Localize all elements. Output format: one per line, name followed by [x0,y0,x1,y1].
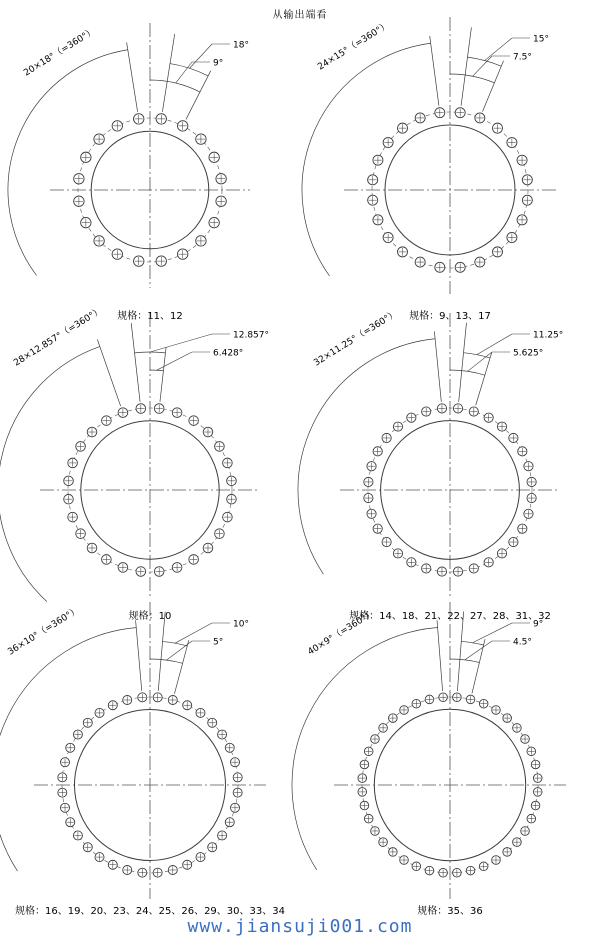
bolt-hole [189,555,199,565]
bolt-hole [425,695,434,704]
bolt-hole [379,838,388,847]
bolt-hole [94,134,104,144]
bolt-hole [209,217,219,227]
bolt-hole [94,236,104,246]
bolt-hole [497,422,506,431]
bolt-hole [524,462,533,471]
bolt-hole [183,860,192,869]
half-angle-arc [150,659,183,663]
bolt-hole [368,195,378,205]
bolt-hole [398,247,408,257]
bolt-circle-drawing [0,26,300,330]
half-angle-arc [150,80,200,92]
bolt-hole [74,174,84,184]
bolt-hole [425,866,434,875]
bolt-hole [412,699,421,708]
page-title: 从输出端看 [272,10,328,21]
bolt-hole [513,838,522,847]
bolt-hole [527,747,536,756]
bolt-hole [154,567,164,577]
bolt-hole [208,718,217,727]
half-angle-arc [450,370,485,375]
pitch-angle-label: 9° [533,619,544,630]
bolt-hole [513,724,522,733]
bolt-hole [102,416,112,426]
extension-line [136,620,142,691]
leader-line [150,334,212,352]
extension-line [459,323,467,402]
bolt-hole [466,695,475,704]
half-angle-label: 5° [213,637,224,648]
pitch-angle-label: 11.25° [533,330,564,341]
bolt-hole [95,853,104,862]
bolt-hole [527,814,536,823]
bolt-hole [66,818,75,827]
bolt-hole [172,408,182,418]
bolt-hole [389,714,398,723]
bolt-hole [81,152,91,162]
extension-line [461,27,471,105]
bolt-hole [231,758,240,767]
extension-line [437,620,443,691]
bolt-circle-figure [0,26,300,330]
bolt-hole [527,477,536,486]
bolt-hole [112,249,122,259]
bolt-hole [177,121,187,131]
bolt-hole [196,134,206,144]
extension-line [97,340,120,407]
bolt-hole [518,447,527,456]
bolt-hole [231,803,240,812]
pitch-angle-label: 15° [533,34,549,45]
bolt-hole [517,155,527,165]
bolt-hole [393,549,402,558]
bolt-hole [168,695,177,704]
bolt-hole [196,853,205,862]
bolt-hole [156,114,166,124]
watermark: www.jiansuji001.com [187,916,413,937]
bolt-hole [364,814,373,823]
bolt-hole [368,175,378,185]
bolt-hole [371,735,380,744]
bolt-hole [138,868,147,877]
extension-line [174,640,188,694]
bolt-hole [373,447,382,456]
bolt-hole [225,818,234,827]
bolt-hole [475,113,485,123]
half-angle-label: 7.5° [513,52,532,63]
bolt-hole [484,413,493,422]
bolt-hole [400,856,409,865]
bolt-hole [112,121,122,131]
figure-caption: 规格：11、12 [117,311,183,322]
bolt-hole [407,413,416,422]
bolt-hole [227,494,237,504]
bolt-hole [73,730,82,739]
bolt-hole [533,774,542,783]
extension-line [162,34,174,112]
bolt-hole [68,458,78,468]
bolt-hole [156,256,166,266]
total-angle-arc [298,339,435,574]
bolt-hole [435,108,445,118]
extension-line [483,61,504,112]
leader-line [485,38,512,61]
bolt-hole [509,433,518,442]
bolt-hole [393,422,402,431]
bolt-hole [81,217,91,227]
bolt-hole [469,407,478,416]
bolt-hole [364,747,373,756]
bolt-hole [533,788,542,797]
bolt-hole [64,476,74,486]
bolt-hole [521,827,530,836]
bolt-hole [134,256,144,266]
bolt-hole [76,442,86,452]
bolt-hole [492,706,501,715]
bolt-hole [218,730,227,739]
leader-line [468,352,492,371]
half-angle-arc [450,74,494,83]
bolt-hole [58,788,67,797]
bolt-hole [453,404,462,413]
bolt-hole [469,564,478,573]
pitch-angle-arc [464,353,491,358]
bolt-hole [60,803,69,812]
bolt-hole [225,743,234,752]
bolt-circle-figure [300,20,600,330]
total-angle-arc [8,50,128,276]
bolt-hole [189,416,199,426]
bolt-hole [172,563,182,573]
bolt-hole [74,196,84,206]
bolt-hole [503,714,512,723]
bolt-hole [364,477,373,486]
bolt-hole [203,427,213,437]
bolt-hole [497,549,506,558]
bolt-hole [83,718,92,727]
extension-line [430,36,439,106]
pitch-angle-arc [163,642,188,646]
total-angle-label: 36×10°（=360°） [6,605,82,658]
bolt-hole [484,558,493,567]
leader-line [477,334,512,355]
bolt-hole [64,494,74,504]
extension-line [160,347,166,402]
bolt-hole [233,788,242,797]
half-angle-label: 4.5° [513,637,532,648]
bolt-hole [492,123,502,133]
bolt-hole [134,114,144,124]
pitch-angle-label: 10° [233,619,249,630]
bolt-hole [466,866,475,875]
bolt-hole [215,529,225,539]
bolt-hole [118,408,128,418]
bolt-hole [507,138,517,148]
bolt-hole [218,831,227,840]
pitch-angle-arc [467,57,501,66]
half-angle-label: 6.428° [213,348,244,359]
total-angle-label: 32×11.25°（=360°） [312,308,400,369]
bolt-hole [87,427,97,437]
bolt-hole [422,407,431,416]
bolt-hole [475,257,485,267]
bolt-hole [517,215,527,225]
bolt-hole [400,706,409,715]
bolt-hole [453,567,462,576]
bolt-hole [136,567,146,577]
bolt-hole [479,699,488,708]
bolt-hole [527,493,536,502]
bolt-hole [364,493,373,502]
bolt-hole [379,724,388,733]
leader-line [473,623,512,643]
bolt-hole [412,862,421,871]
bolt-hole [383,138,393,148]
bolt-hole [367,462,376,471]
bolt-hole [203,543,213,553]
bolt-hole [196,708,205,717]
bolt-hole [492,856,501,865]
bolt-hole [123,695,132,704]
bolt-hole [509,537,518,546]
leader-line [157,352,192,370]
bolt-hole [154,404,164,414]
bolt-hole [407,558,416,567]
bolt-hole [522,195,532,205]
bolt-hole [479,862,488,871]
bolt-hole [522,175,532,185]
pitch-angle-label: 12.857° [233,330,269,341]
leader-line [473,56,492,76]
total-angle-label: 28×12.857°（=360°） [12,305,105,369]
total-angle-arc [0,347,100,602]
pitch-angle-arc [461,641,483,645]
bolt-hole [360,760,369,769]
bolt-hole [398,123,408,133]
bolt-hole [66,743,75,752]
bolt-hole [87,543,97,553]
bolt-hole [358,774,367,783]
bolt-hole [422,564,431,573]
bolt-hole [118,563,128,573]
bolt-hole [177,249,187,259]
bolt-hole [60,758,69,767]
bolt-hole [518,524,527,533]
bolt-hole [367,509,376,518]
bolt-hole [83,843,92,852]
bolt-hole [136,404,146,414]
bolt-hole [73,831,82,840]
bolt-hole [415,113,425,123]
bolt-hole [373,215,383,225]
bolt-hole [371,827,380,836]
bolt-hole [435,262,445,272]
bolt-circle-drawing [300,20,600,330]
half-angle-label: 5.625° [513,348,544,359]
bolt-hole [439,868,448,877]
bolt-hole [216,174,226,184]
bolt-hole [382,537,391,546]
extension-line [434,331,441,401]
bolt-hole [209,152,219,162]
bolt-hole [108,701,117,710]
extension-line [186,71,211,120]
bolt-hole [108,860,117,869]
bolt-hole [138,693,147,702]
bolt-hole [223,458,233,468]
bolt-hole [439,693,448,702]
bolt-hole [360,801,369,810]
bolt-hole [168,866,177,875]
bolt-hole [227,476,237,486]
bolt-hole [492,247,502,257]
bolt-hole [123,866,132,875]
figure-caption: 规格：14、18、21、22、27、28、31、32 [349,611,551,622]
bolt-hole [223,512,233,522]
bolt-hole [382,433,391,442]
bolt-hole [358,788,367,797]
bolt-hole [437,567,446,576]
extension-line [127,42,138,111]
pitch-angle-label: 18° [233,40,249,51]
total-angle-label: 24×15°（=360°） [316,20,392,73]
bolt-hole [95,708,104,717]
half-angle-label: 9° [213,58,224,69]
bolt-hole [455,108,465,118]
bolt-hole [68,512,78,522]
figure-caption: 规格：35、36 [417,906,483,917]
bolt-hole [437,404,446,413]
bolt-hole [383,232,393,242]
figure-caption: 规格：10 [128,611,172,622]
half-angle-arc [450,659,479,662]
bolt-hole [415,257,425,267]
bolt-hole [153,693,162,702]
bolt-hole [507,232,517,242]
bolt-hole [453,868,462,877]
extension-line [131,323,140,402]
bolt-hole [216,196,226,206]
extension-line [476,352,492,405]
leader-line [175,623,212,643]
bolt-hole [233,773,242,782]
total-angle-label: 20×18°（=360°） [22,26,98,79]
bolt-hole [58,773,67,782]
bolt-hole [389,848,398,857]
total-angle-arc [302,43,431,276]
leader-line [190,44,212,68]
bolt-hole [524,509,533,518]
bolt-hole [76,529,86,539]
figure-caption: 规格：9、13、17 [409,311,491,322]
bolt-hole [153,868,162,877]
bolt-hole [183,701,192,710]
bolt-hole [531,801,540,810]
bolt-hole [521,735,530,744]
bolt-hole [215,442,225,452]
bolt-hole [453,693,462,702]
bolt-hole [373,155,383,165]
bolt-hole [503,848,512,857]
total-angle-label: 40×9°（=360°） [306,608,377,658]
bolt-hole [531,760,540,769]
bolt-hole [455,262,465,272]
bolt-hole [208,843,217,852]
bolt-hole [102,555,112,565]
figure-caption: 规格：16、19、20、23、24、25、26、29、30、33、34 [15,906,285,917]
bolt-hole [373,524,382,533]
bolt-hole [196,236,206,246]
